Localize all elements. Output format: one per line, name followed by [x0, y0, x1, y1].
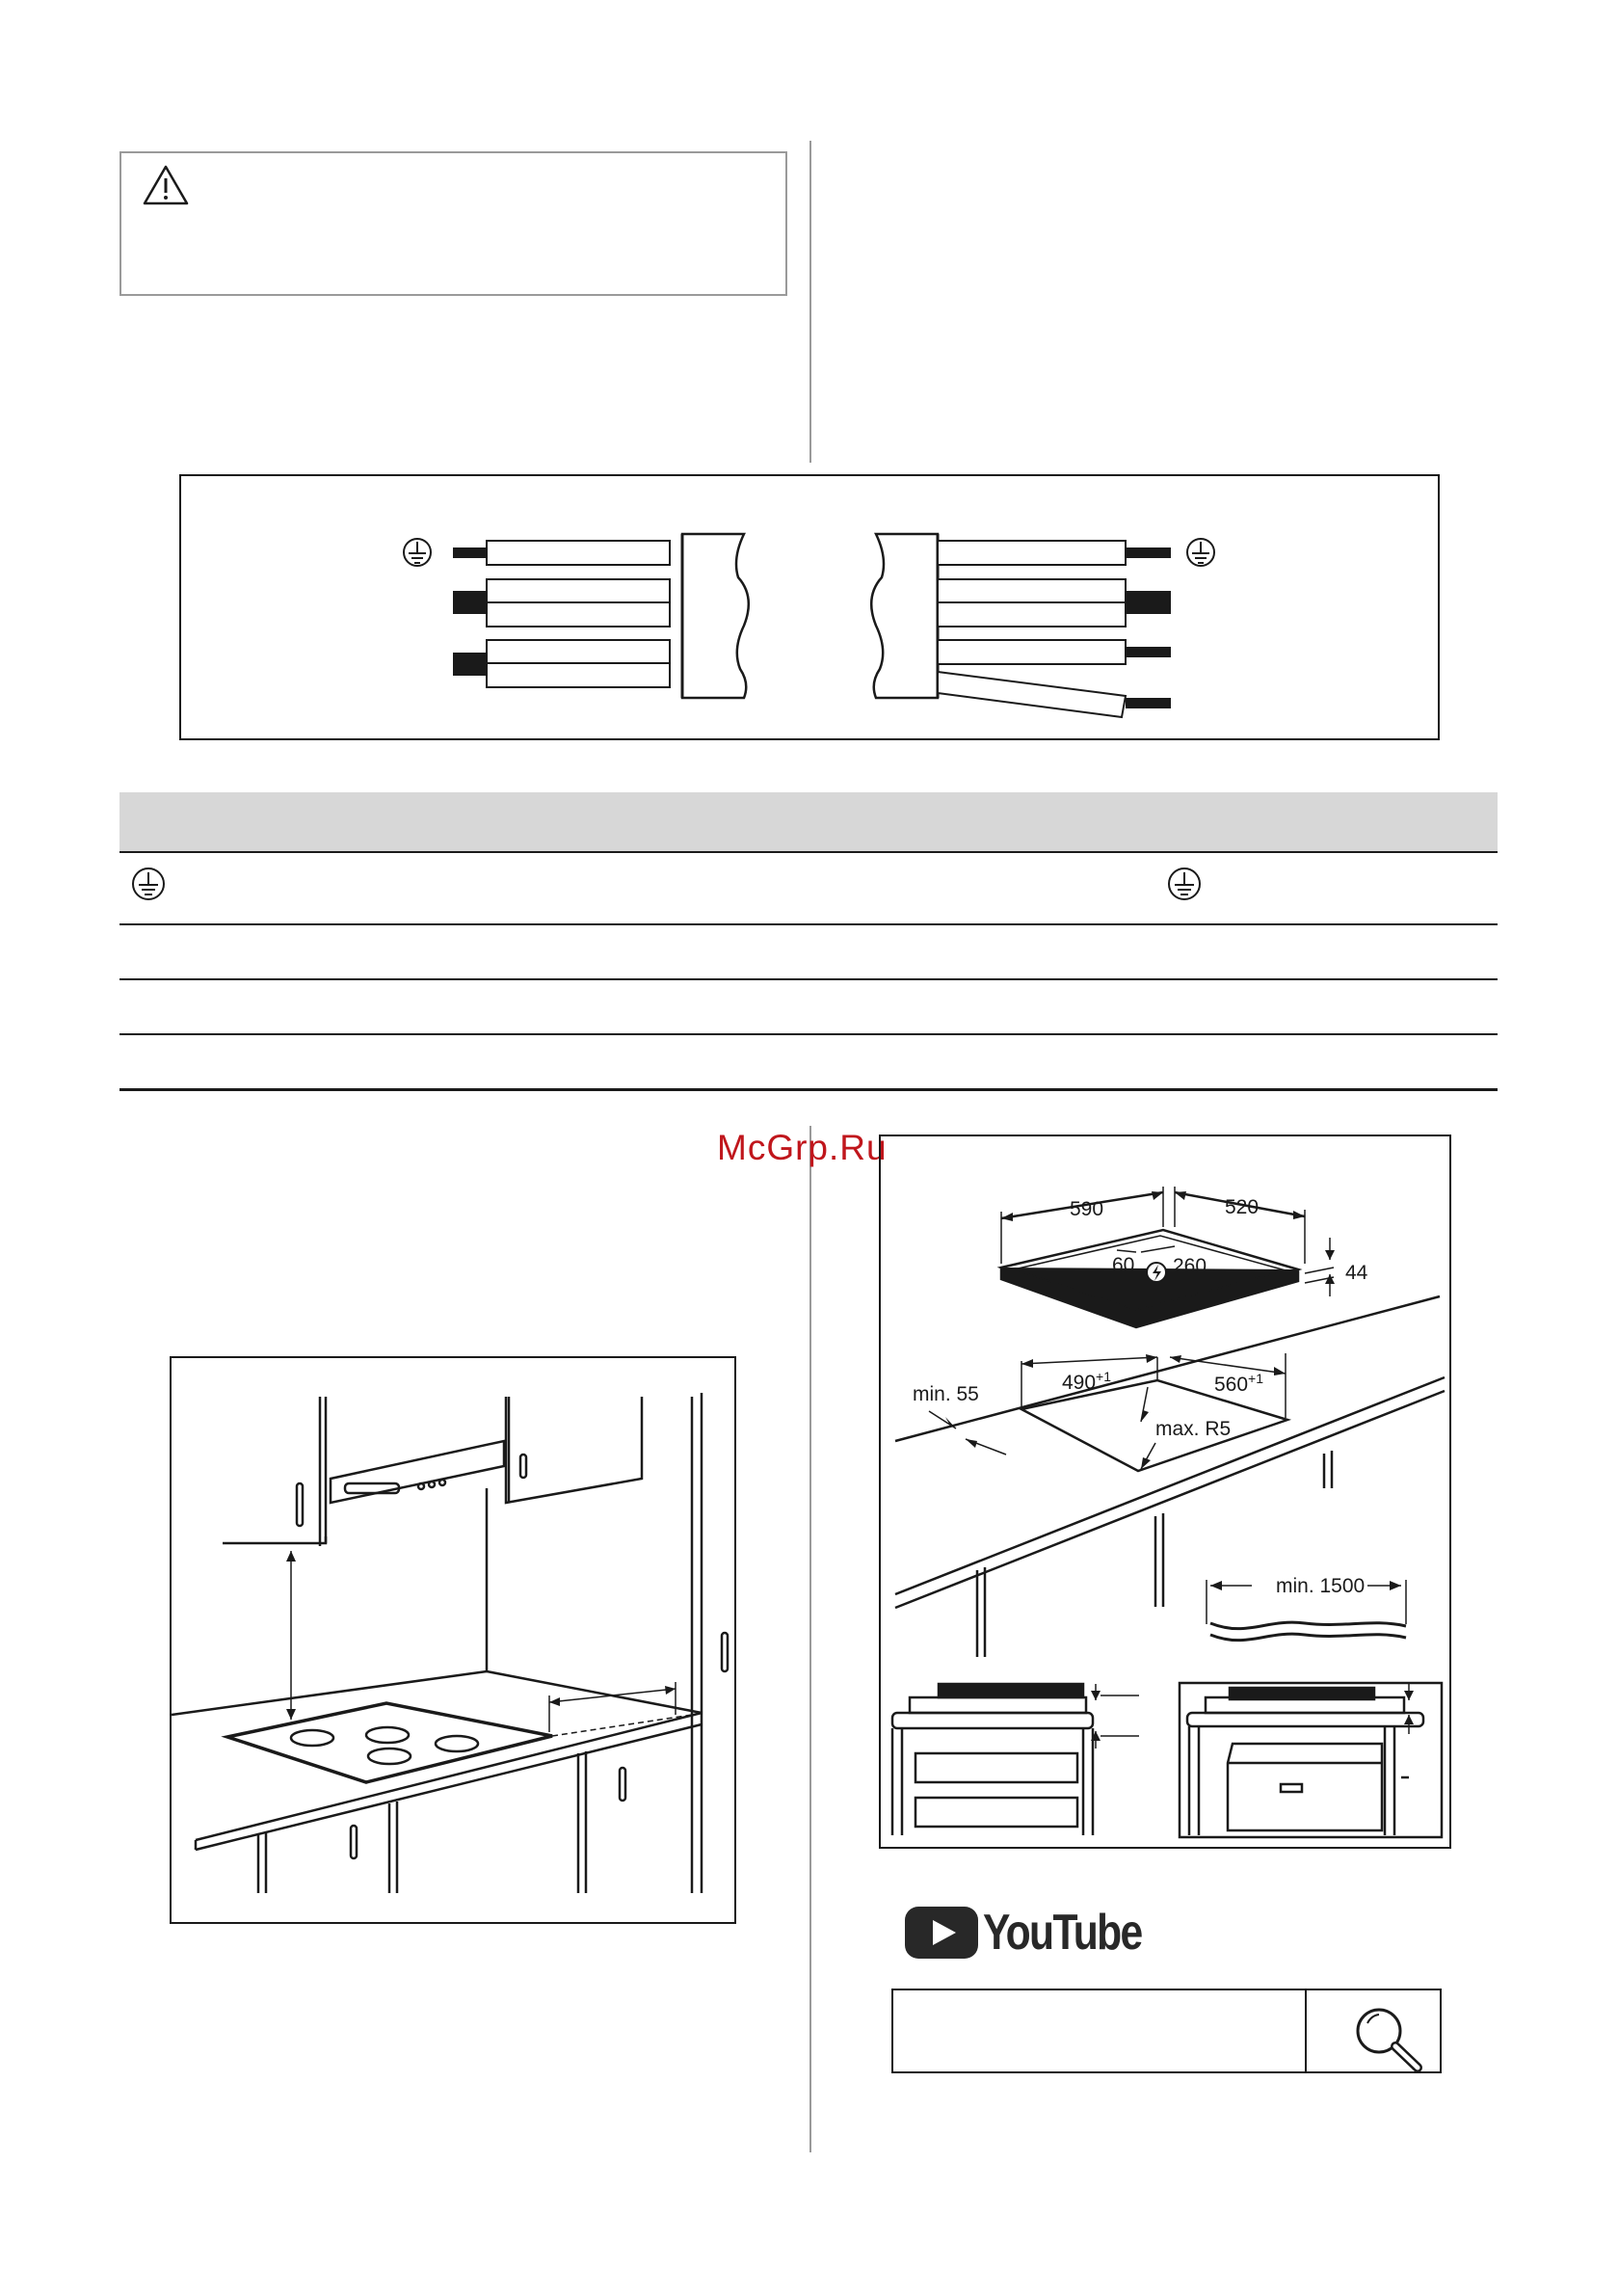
connection-offset-label: 60 — [1112, 1254, 1135, 1276]
svg-text:490+1 — [1062, 1369, 1111, 1394]
right-cable — [871, 534, 1171, 717]
search-divider — [1305, 1990, 1307, 2071]
table-rule — [119, 1033, 1498, 1035]
ground-icon — [1187, 539, 1214, 566]
kitchen-clearance-diagram — [170, 1356, 736, 1924]
table-rule — [119, 923, 1498, 925]
cable-length-label: min. 1500 — [1276, 1575, 1366, 1597]
youtube-logo-text: YouTube — [983, 1905, 1142, 1961]
warning-triangle-icon — [141, 163, 191, 207]
hob-height-label: 44 — [1345, 1262, 1368, 1284]
hob-depth-label: 520 — [1225, 1196, 1260, 1218]
search-icon[interactable] — [1344, 2002, 1437, 2087]
corner-radius-label: max. R5 — [1155, 1418, 1232, 1440]
column-divider — [809, 141, 811, 463]
column-divider — [809, 1126, 811, 2152]
lightning-icon — [1147, 1263, 1166, 1282]
ground-icon — [129, 865, 168, 903]
front-clearance-label: min. 55 — [913, 1383, 979, 1405]
cutout-depth-label: 560 — [1214, 1374, 1249, 1396]
ground-icon — [1165, 865, 1204, 903]
search-box[interactable] — [891, 1989, 1442, 2073]
youtube-play-icon — [905, 1907, 978, 1959]
cutout-width-tolerance: +1 — [1096, 1369, 1112, 1384]
cutout-width-label: 490 — [1062, 1372, 1097, 1394]
ground-icon — [404, 539, 431, 566]
cutout-depth-tolerance: +1 — [1248, 1371, 1264, 1386]
table-rule — [119, 1088, 1498, 1091]
table-rule — [119, 851, 1498, 853]
installation-diagram — [879, 1135, 1451, 1849]
table-header — [119, 792, 1498, 851]
svg-text:560+1 — [1214, 1371, 1263, 1396]
connection-distance-label: 260 — [1173, 1255, 1207, 1277]
hob-width-label: 590 — [1070, 1198, 1104, 1220]
watermark: McGrp.Ru — [717, 1128, 888, 1167]
warning-box — [119, 151, 787, 296]
left-cable — [453, 534, 749, 698]
table-rule — [119, 978, 1498, 980]
wire-connection-diagram — [179, 474, 1440, 740]
